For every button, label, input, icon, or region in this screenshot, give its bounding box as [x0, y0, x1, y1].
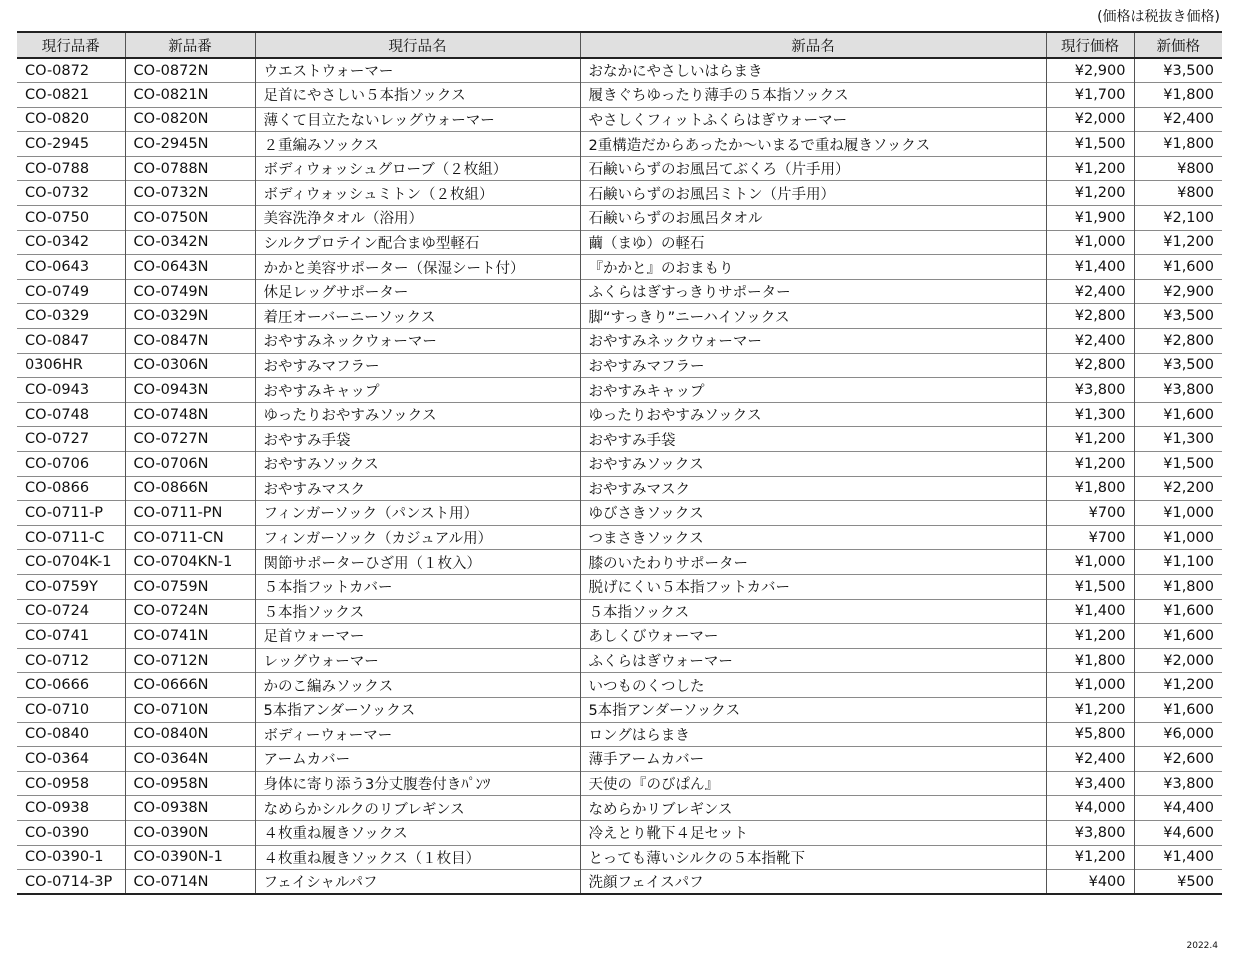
current-name-cell: ゆったりおやすみソックス — [255, 402, 580, 427]
new-price-cell: ¥500 — [1134, 870, 1222, 895]
new-name-cell: 『かかと』のおまもり — [580, 255, 1046, 280]
new-price-cell: ¥1,600 — [1134, 255, 1222, 280]
new-name-cell: 洗顔フェイスパフ — [580, 870, 1046, 895]
new-name-cell: おやすみ手袋 — [580, 427, 1046, 452]
table-row — [17, 132, 1222, 157]
current-price-cell: ¥1,200 — [1046, 156, 1134, 181]
current-name-cell: ２重編みソックス — [255, 132, 580, 157]
new-code-cell: CO-0710N — [125, 697, 255, 722]
new-price-cell: ¥2,900 — [1134, 279, 1222, 304]
new-name-cell: ゆったりおやすみソックス — [580, 402, 1046, 427]
current-price-cell: ¥700 — [1046, 501, 1134, 526]
current-name-cell: アームカバー — [255, 747, 580, 772]
current-code-cell: CO-0706 — [25, 455, 90, 472]
new-name-cell: 石鹸いらずのお風呂タオル — [580, 206, 1046, 231]
current-price-cell: ¥1,400 — [1046, 599, 1134, 624]
current-code-cell: CO-0724 — [25, 603, 90, 620]
new-price-cell: ¥1,000 — [1134, 525, 1222, 550]
current-price-cell: ¥5,800 — [1046, 722, 1134, 747]
current-code-cell: CO-0714-3P — [25, 873, 113, 890]
current-name-cell: フィンガーソック（カジュアル用） — [255, 525, 580, 550]
current-name-cell: シルクプロテイン配合まゆ型軽石 — [255, 230, 580, 255]
new-code-cell: CO-0306N — [125, 353, 255, 378]
new-name-cell: おやすみマフラー — [580, 353, 1046, 378]
new-name-cell: 脱げにくい５本指フットカバー — [580, 574, 1046, 599]
new-code-cell: CO-0872N — [125, 58, 255, 83]
table-row — [17, 820, 1222, 845]
new-price-cell: ¥2,600 — [1134, 747, 1222, 772]
new-price-cell: ¥3,800 — [1134, 771, 1222, 796]
header-new-code: 新品番 — [125, 32, 255, 58]
current-name-cell: ５本指ソックス — [255, 599, 580, 624]
current-price-cell: ¥2,800 — [1046, 304, 1134, 329]
current-code-cell: CO-0820 — [25, 111, 90, 128]
table-row — [17, 107, 1222, 132]
table-row — [17, 673, 1222, 698]
new-code-cell: CO-0943N — [125, 378, 255, 403]
current-price-cell: ¥3,800 — [1046, 378, 1134, 403]
current-price-cell: ¥1,000 — [1046, 230, 1134, 255]
new-name-cell: ロングはらまき — [580, 722, 1046, 747]
new-code-cell: CO-0732N — [125, 181, 255, 206]
current-price-cell: ¥2,900 — [1046, 58, 1134, 83]
new-name-cell: 脚“すっきり”ニーハイソックス — [580, 304, 1046, 329]
current-code-cell: CO-0364 — [25, 750, 90, 767]
new-price-cell: ¥1,600 — [1134, 697, 1222, 722]
new-name-cell: 天使の『のびぱん』 — [580, 771, 1046, 796]
new-price-cell: ¥2,000 — [1134, 648, 1222, 673]
table-row — [17, 870, 1222, 895]
current-price-cell: ¥1,200 — [1046, 697, 1134, 722]
new-price-cell: ¥1,600 — [1134, 402, 1222, 427]
current-code-cell: CO-0727 — [25, 431, 90, 448]
current-price-cell: ¥1,800 — [1046, 476, 1134, 501]
new-price-cell: ¥1,600 — [1134, 599, 1222, 624]
table-row — [17, 648, 1222, 673]
current-code-cell: CO-0643 — [25, 259, 90, 276]
new-name-cell: おやすみソックス — [580, 452, 1046, 477]
new-code-cell: CO-0329N — [125, 304, 255, 329]
table-row — [17, 796, 1222, 821]
new-name-cell: おやすみネックウォーマー — [580, 329, 1046, 354]
current-price-cell: ¥1,500 — [1046, 132, 1134, 157]
table-row — [17, 329, 1222, 354]
table-row — [17, 697, 1222, 722]
table-row — [17, 58, 1222, 83]
new-name-cell: 冷えとり靴下４足セット — [580, 820, 1046, 845]
current-code-cell: CO-0704K-1 — [25, 554, 112, 571]
current-name-cell: おやすみキャップ — [255, 378, 580, 403]
current-code-cell: CO-0788 — [25, 160, 90, 177]
current-name-cell: 関節サポーターひざ用（１枚入） — [255, 550, 580, 575]
current-price-cell: ¥3,400 — [1046, 771, 1134, 796]
new-price-cell: ¥6,000 — [1134, 722, 1222, 747]
new-code-cell: CO-0364N — [125, 747, 255, 772]
current-name-cell: 身体に寄り添う3分丈腹巻付きﾊﾟﾝﾂ — [255, 771, 580, 796]
table-row — [17, 452, 1222, 477]
table-row — [17, 550, 1222, 575]
current-price-cell: ¥1,700 — [1046, 83, 1134, 108]
new-name-cell: ふくらはぎウォーマー — [580, 648, 1046, 673]
current-price-cell: ¥1,200 — [1046, 845, 1134, 870]
current-code-cell: CO-0666 — [25, 677, 90, 694]
current-price-cell: ¥1,500 — [1046, 574, 1134, 599]
current-code-cell: CO-0712 — [25, 652, 90, 669]
new-price-cell: ¥1,200 — [1134, 230, 1222, 255]
new-name-cell: とっても薄いシルクの５本指靴下 — [580, 845, 1046, 870]
current-name-cell: フェイシャルパフ — [255, 870, 580, 895]
new-price-cell: ¥2,800 — [1134, 329, 1222, 354]
header-current-code: 現行品番 — [17, 32, 125, 58]
current-code-cell: CO-0711-P — [25, 504, 104, 521]
table-row — [17, 255, 1222, 280]
current-price-cell: ¥700 — [1046, 525, 1134, 550]
header-new-name: 新品名 — [580, 32, 1046, 58]
current-price-cell: ¥2,800 — [1046, 353, 1134, 378]
new-name-cell: 履きぐちゆったり薄手の５本指ソックス — [580, 83, 1046, 108]
current-price-cell: ¥1,800 — [1046, 648, 1134, 673]
current-price-cell: ¥2,400 — [1046, 747, 1134, 772]
new-price-cell: ¥1,300 — [1134, 427, 1222, 452]
current-price-cell: ¥1,200 — [1046, 427, 1134, 452]
current-name-cell: 足首ウォーマー — [255, 624, 580, 649]
table-header-row — [17, 32, 1222, 58]
new-price-cell: ¥2,100 — [1134, 206, 1222, 231]
new-price-cell: ¥2,200 — [1134, 476, 1222, 501]
table-row — [17, 181, 1222, 206]
new-code-cell: CO-0741N — [125, 624, 255, 649]
new-name-cell: いつものくつした — [580, 673, 1046, 698]
table-row — [17, 747, 1222, 772]
table-row — [17, 771, 1222, 796]
new-price-cell: ¥1,100 — [1134, 550, 1222, 575]
new-code-cell: CO-0711-PN — [125, 501, 255, 526]
table-row — [17, 599, 1222, 624]
current-name-cell: ウエストウォーマー — [255, 58, 580, 83]
current-price-cell: ¥2,400 — [1046, 279, 1134, 304]
new-name-cell: 5本指アンダーソックス — [580, 697, 1046, 722]
current-price-cell: ¥4,000 — [1046, 796, 1134, 821]
current-price-cell: ¥1,300 — [1046, 402, 1134, 427]
new-code-cell: CO-0958N — [125, 771, 255, 796]
table-row — [17, 525, 1222, 550]
current-name-cell: おやすみソックス — [255, 452, 580, 477]
table-row — [17, 353, 1222, 378]
current-name-cell: おやすみマフラー — [255, 353, 580, 378]
new-code-cell: CO-0788N — [125, 156, 255, 181]
new-name-cell: やさしくフィットふくらはぎウォーマー — [580, 107, 1046, 132]
table-row — [17, 624, 1222, 649]
new-code-cell: CO-0820N — [125, 107, 255, 132]
new-code-cell: CO-0727N — [125, 427, 255, 452]
current-code-cell: CO-0938 — [25, 800, 90, 817]
current-code-cell: CO-0958 — [25, 775, 90, 792]
current-price-cell: ¥1,900 — [1046, 206, 1134, 231]
current-name-cell: 休足レッグサポーター — [255, 279, 580, 304]
new-code-cell: CO-2945N — [125, 132, 255, 157]
current-name-cell: ５本指フットカバー — [255, 574, 580, 599]
table-row — [17, 476, 1222, 501]
new-name-cell: 繭（まゆ）の軽石 — [580, 230, 1046, 255]
current-price-cell: ¥1,200 — [1046, 452, 1134, 477]
new-code-cell: CO-0706N — [125, 452, 255, 477]
current-price-cell: ¥3,800 — [1046, 820, 1134, 845]
current-name-cell: おやすみネックウォーマー — [255, 329, 580, 354]
header-new-price: 新価格 — [1134, 32, 1222, 58]
table-row — [17, 230, 1222, 255]
current-code-cell: 0306HR — [25, 357, 83, 374]
new-price-cell: ¥1,400 — [1134, 845, 1222, 870]
new-name-cell: 薄手アームカバー — [580, 747, 1046, 772]
new-code-cell: CO-0704KN-1 — [125, 550, 255, 575]
table-row — [17, 722, 1222, 747]
header-current-price: 現行価格 — [1046, 32, 1134, 58]
current-name-cell: かかと美容サポーター（保湿シート付） — [255, 255, 580, 280]
current-price-cell: ¥1,200 — [1046, 181, 1134, 206]
table-row — [17, 206, 1222, 231]
current-name-cell: 足首にやさしい５本指ソックス — [255, 83, 580, 108]
current-code-cell: CO-0866 — [25, 480, 90, 497]
tax-note: (価格は税抜き価格) — [1097, 9, 1220, 25]
table-row — [17, 501, 1222, 526]
current-code-cell: CO-0759Y — [25, 578, 98, 595]
new-price-cell: ¥3,500 — [1134, 58, 1222, 83]
current-code-cell: CO-0840 — [25, 726, 90, 743]
new-name-cell: 2重構造だからあったか〜いまるで重ね履きソックス — [580, 132, 1046, 157]
new-code-cell: CO-0342N — [125, 230, 255, 255]
current-price-cell: ¥1,200 — [1046, 624, 1134, 649]
current-code-cell: CO-0750 — [25, 209, 90, 226]
new-code-cell: CO-0724N — [125, 599, 255, 624]
new-name-cell: つまさきソックス — [580, 525, 1046, 550]
new-code-cell: CO-0711-CN — [125, 525, 255, 550]
current-price-cell: ¥400 — [1046, 870, 1134, 895]
table-row — [17, 156, 1222, 181]
new-price-cell: ¥1,800 — [1134, 132, 1222, 157]
new-name-cell: おやすみキャップ — [580, 378, 1046, 403]
new-price-cell: ¥3,800 — [1134, 378, 1222, 403]
current-code-cell: CO-0943 — [25, 382, 90, 399]
new-code-cell: CO-0749N — [125, 279, 255, 304]
table-row — [17, 304, 1222, 329]
current-name-cell: おやすみマスク — [255, 476, 580, 501]
current-name-cell: 美容洗浄タオル（浴用） — [255, 206, 580, 231]
new-code-cell: CO-0759N — [125, 574, 255, 599]
new-price-cell: ¥4,400 — [1134, 796, 1222, 821]
new-price-cell: ¥1,800 — [1134, 574, 1222, 599]
table-body — [17, 58, 1222, 894]
table-row — [17, 378, 1222, 403]
current-price-cell: ¥1,000 — [1046, 673, 1134, 698]
current-code-cell: CO-0711-C — [25, 529, 105, 546]
current-name-cell: レッグウォーマー — [255, 648, 580, 673]
new-price-cell: ¥800 — [1134, 181, 1222, 206]
product-price-table — [17, 31, 1222, 895]
new-name-cell: おなかにやさしいはらまき — [580, 58, 1046, 83]
current-name-cell: ボディウォッシュグローブ（２枚組） — [255, 156, 580, 181]
new-code-cell: CO-0390N-1 — [125, 845, 255, 870]
current-code-cell: CO-0342 — [25, 234, 90, 251]
current-price-cell: ¥1,000 — [1046, 550, 1134, 575]
current-code-cell: CO-0390-1 — [25, 849, 104, 866]
new-name-cell: ５本指ソックス — [580, 599, 1046, 624]
new-code-cell: CO-0866N — [125, 476, 255, 501]
current-name-cell: おやすみ手袋 — [255, 427, 580, 452]
table-row — [17, 574, 1222, 599]
current-code-cell: CO-0821 — [25, 86, 90, 103]
new-name-cell: おやすみマスク — [580, 476, 1046, 501]
current-code-cell: CO-0847 — [25, 332, 90, 349]
current-name-cell: なめらかシルクのリブレギンス — [255, 796, 580, 821]
new-price-cell: ¥1,200 — [1134, 673, 1222, 698]
new-code-cell: CO-0938N — [125, 796, 255, 821]
current-name-cell: 薄くて目立たないレッグウォーマー — [255, 107, 580, 132]
current-name-cell: ４枚重ね履きソックス — [255, 820, 580, 845]
new-price-cell: ¥1,800 — [1134, 83, 1222, 108]
current-code-cell: CO-2945 — [25, 136, 90, 153]
new-code-cell: CO-0748N — [125, 402, 255, 427]
new-code-cell: CO-0821N — [125, 83, 255, 108]
current-name-cell: 着圧オーバーニーソックス — [255, 304, 580, 329]
current-code-cell: CO-0748 — [25, 406, 90, 423]
new-price-cell: ¥3,500 — [1134, 353, 1222, 378]
new-code-cell: CO-0390N — [125, 820, 255, 845]
new-code-cell: CO-0840N — [125, 722, 255, 747]
new-code-cell: CO-0712N — [125, 648, 255, 673]
current-code-cell: CO-0390 — [25, 824, 90, 841]
table-row — [17, 845, 1222, 870]
header-current-name: 現行品名 — [255, 32, 580, 58]
current-price-cell: ¥1,400 — [1046, 255, 1134, 280]
new-price-cell: ¥1,000 — [1134, 501, 1222, 526]
current-name-cell: フィンガーソック（パンスト用） — [255, 501, 580, 526]
new-name-cell: 膝のいたわりサポーター — [580, 550, 1046, 575]
current-name-cell: 5本指アンダーソックス — [255, 697, 580, 722]
current-code-cell: CO-0872 — [25, 62, 90, 79]
current-name-cell: かのこ編みソックス — [255, 673, 580, 698]
current-price-cell: ¥2,400 — [1046, 329, 1134, 354]
new-code-cell: CO-0847N — [125, 329, 255, 354]
new-price-cell: ¥3,500 — [1134, 304, 1222, 329]
current-code-cell: CO-0741 — [25, 627, 90, 644]
new-price-cell: ¥1,500 — [1134, 452, 1222, 477]
current-code-cell: CO-0710 — [25, 701, 90, 718]
new-price-cell: ¥800 — [1134, 156, 1222, 181]
current-code-cell: CO-0732 — [25, 185, 90, 202]
current-name-cell: ボディーウォーマー — [255, 722, 580, 747]
new-name-cell: 石鹸いらずのお風呂ミトン（片手用） — [580, 181, 1046, 206]
current-name-cell: ４枚重ね履きソックス（１枚目） — [255, 845, 580, 870]
new-name-cell: ゆびさきソックス — [580, 501, 1046, 526]
new-code-cell: CO-0750N — [125, 206, 255, 231]
table-row — [17, 83, 1222, 108]
new-name-cell: 石鹸いらずのお風呂てぶくろ（片手用） — [580, 156, 1046, 181]
new-price-cell: ¥1,600 — [1134, 624, 1222, 649]
table-row — [17, 402, 1222, 427]
new-price-cell: ¥2,400 — [1134, 107, 1222, 132]
new-code-cell: CO-0714N — [125, 870, 255, 895]
date-mark: 2022.4 — [1186, 941, 1218, 951]
current-code-cell: CO-0329 — [25, 308, 90, 325]
new-code-cell: CO-0666N — [125, 673, 255, 698]
current-price-cell: ¥2,000 — [1046, 107, 1134, 132]
new-name-cell: なめらかリブレギンス — [580, 796, 1046, 821]
table-row — [17, 279, 1222, 304]
new-name-cell: ふくらはぎすっきりサポーター — [580, 279, 1046, 304]
current-code-cell: CO-0749 — [25, 283, 90, 300]
new-name-cell: あしくびウォーマー — [580, 624, 1046, 649]
table-row — [17, 427, 1222, 452]
current-name-cell: ボディウォッシュミトン（２枚組） — [255, 181, 580, 206]
new-price-cell: ¥4,600 — [1134, 820, 1222, 845]
new-code-cell: CO-0643N — [125, 255, 255, 280]
